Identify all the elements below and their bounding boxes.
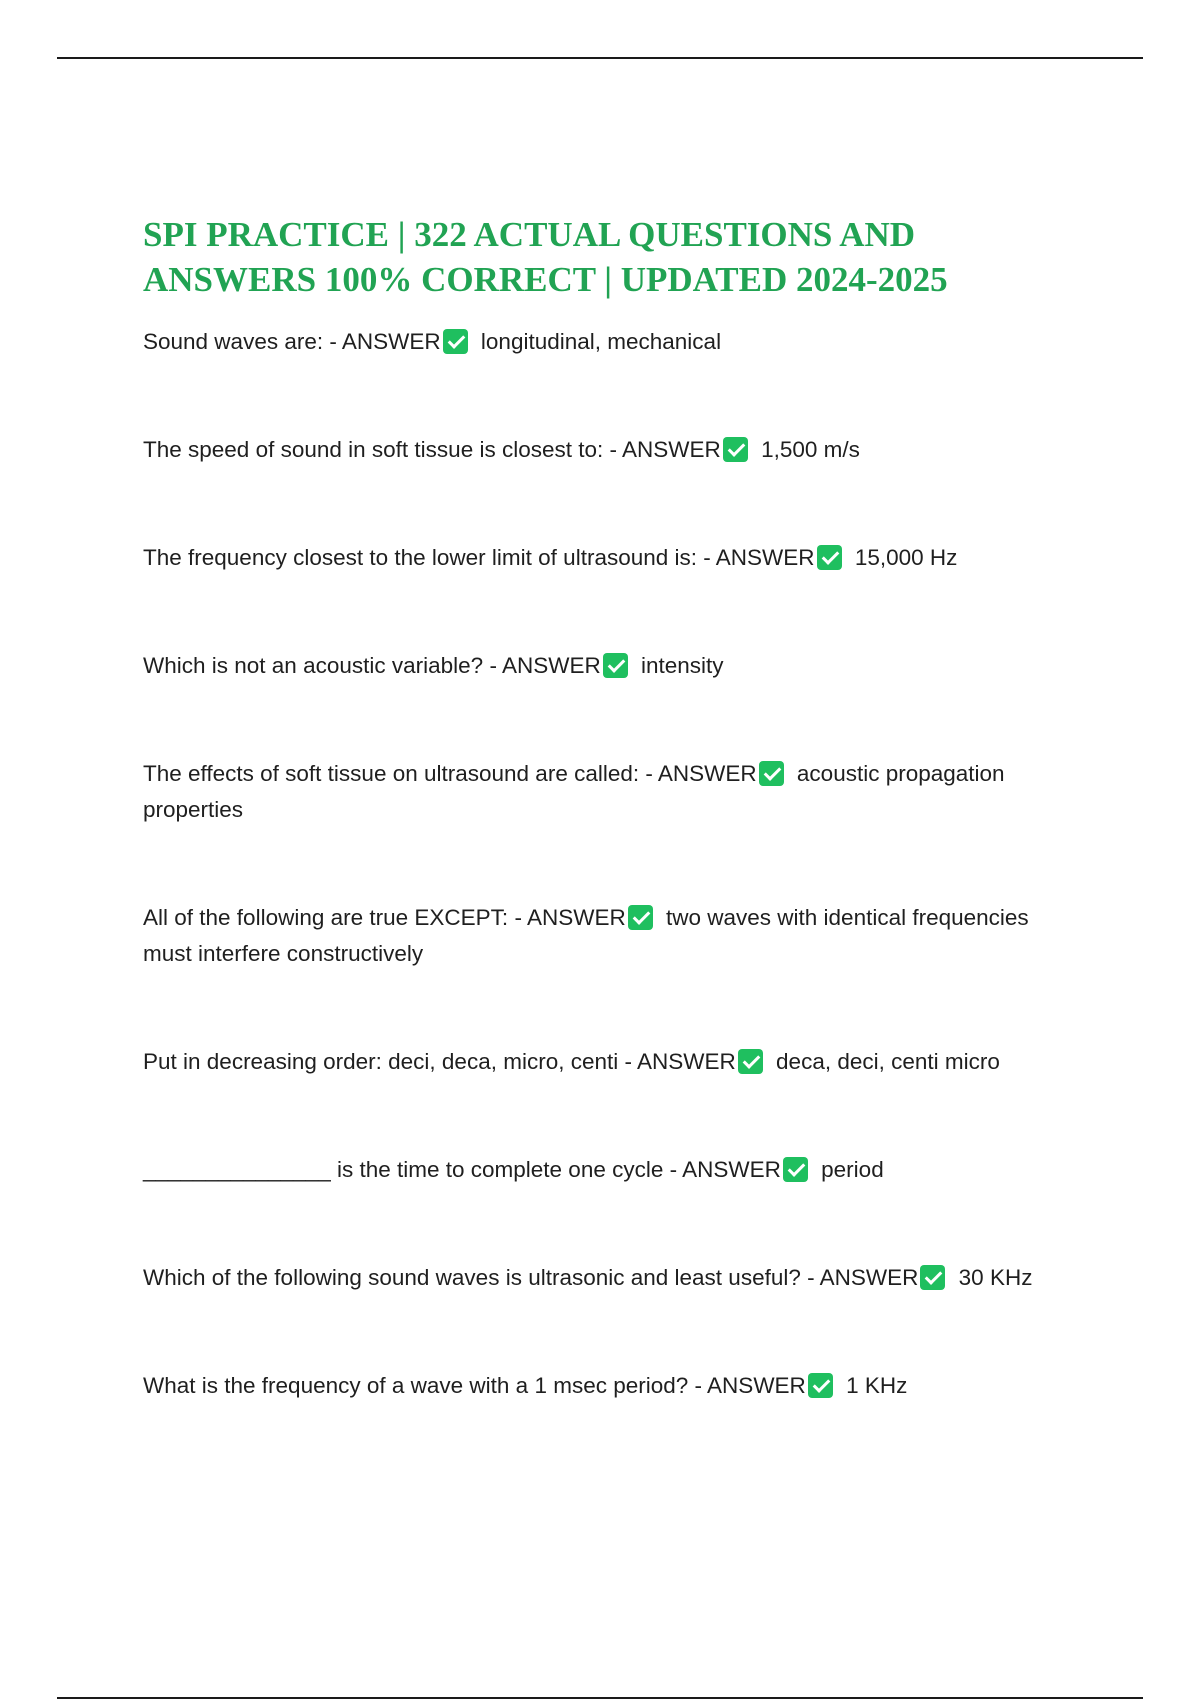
checkmark-icon [738,1049,763,1074]
qa-item [143,1044,1063,1080]
answer-text: period [821,1157,884,1182]
checkmark-icon [759,761,784,786]
checkmark-icon [603,653,628,678]
answer-text: intensity [640,653,724,678]
checkmark-icon [783,1157,808,1182]
question-text: All of the following are true EXCEPT: [143,905,509,930]
checkmark-icon [443,329,468,354]
answer-text: 1,500 m/s [761,437,860,462]
qa-item [143,1152,1063,1188]
qa-item [143,432,1063,468]
qa-item [143,648,1063,684]
header-rule [57,57,1143,59]
checkmark-icon [723,437,748,462]
question-text: Sound waves are: [143,329,324,354]
footer-rule [57,1697,1143,1699]
answer-text: 15,000 Hz [854,545,958,570]
answer-text: two waves with identical frequencies must interfere constructively [143,905,1029,966]
document-page [143,212,1063,1476]
question-text: Which of the following sound waves is ultrasonic and least useful? [143,1265,801,1290]
qa-item [143,756,1063,828]
qa-list [143,324,1063,1404]
qa-item [143,540,1063,576]
answer-text: acoustic propagation properties [143,761,1005,822]
answer-marker: - ANSWER [807,1265,919,1290]
answer-marker: - ANSWER [329,329,441,354]
document-title: SPI PRACTICE | 322 ACTUAL QUESTIONS AND ANSWERS 100% CORRECT | UPDATED 2024-2025 [143,215,948,299]
question-text: Put in decreasing order: deci, deca, micro, centi [143,1049,619,1074]
answer-marker: - ANSWER [489,653,601,678]
qa-item [143,1368,1063,1404]
answer-marker: - ANSWER [624,1049,736,1074]
answer-marker: - ANSWER [609,437,721,462]
question-text: What is the frequency of a wave with a 1 msec period? [143,1373,689,1398]
answer-text: longitudinal, mechanical [480,329,722,354]
answer-marker: - ANSWER [645,761,757,786]
checkmark-icon [920,1265,945,1290]
question-text: The frequency closest to the lower limit of ultrasound is: [143,545,698,570]
answer-text: deca, deci, centi micro [776,1049,1000,1074]
answer-marker: - ANSWER [694,1373,806,1398]
question-text: _______________ is the time to complete one cycle [143,1157,664,1182]
answer-text: 1 KHz [846,1373,908,1398]
question-text: The effects of soft tissue on ultrasound are called: [143,761,640,786]
qa-item [143,900,1063,972]
answer-marker: - ANSWER [703,545,815,570]
checkmark-icon [808,1373,833,1398]
qa-item [143,1260,1063,1296]
checkmark-icon [817,545,842,570]
qa-item [143,324,1063,360]
checkmark-icon [628,905,653,930]
answer-text: 30 KHz [958,1265,1033,1290]
question-text: Which is not an acoustic variable? [143,653,484,678]
question-text: The speed of sound in soft tissue is closest to: [143,437,604,462]
answer-marker: - ANSWER [514,905,626,930]
answer-marker: - ANSWER [669,1157,781,1182]
